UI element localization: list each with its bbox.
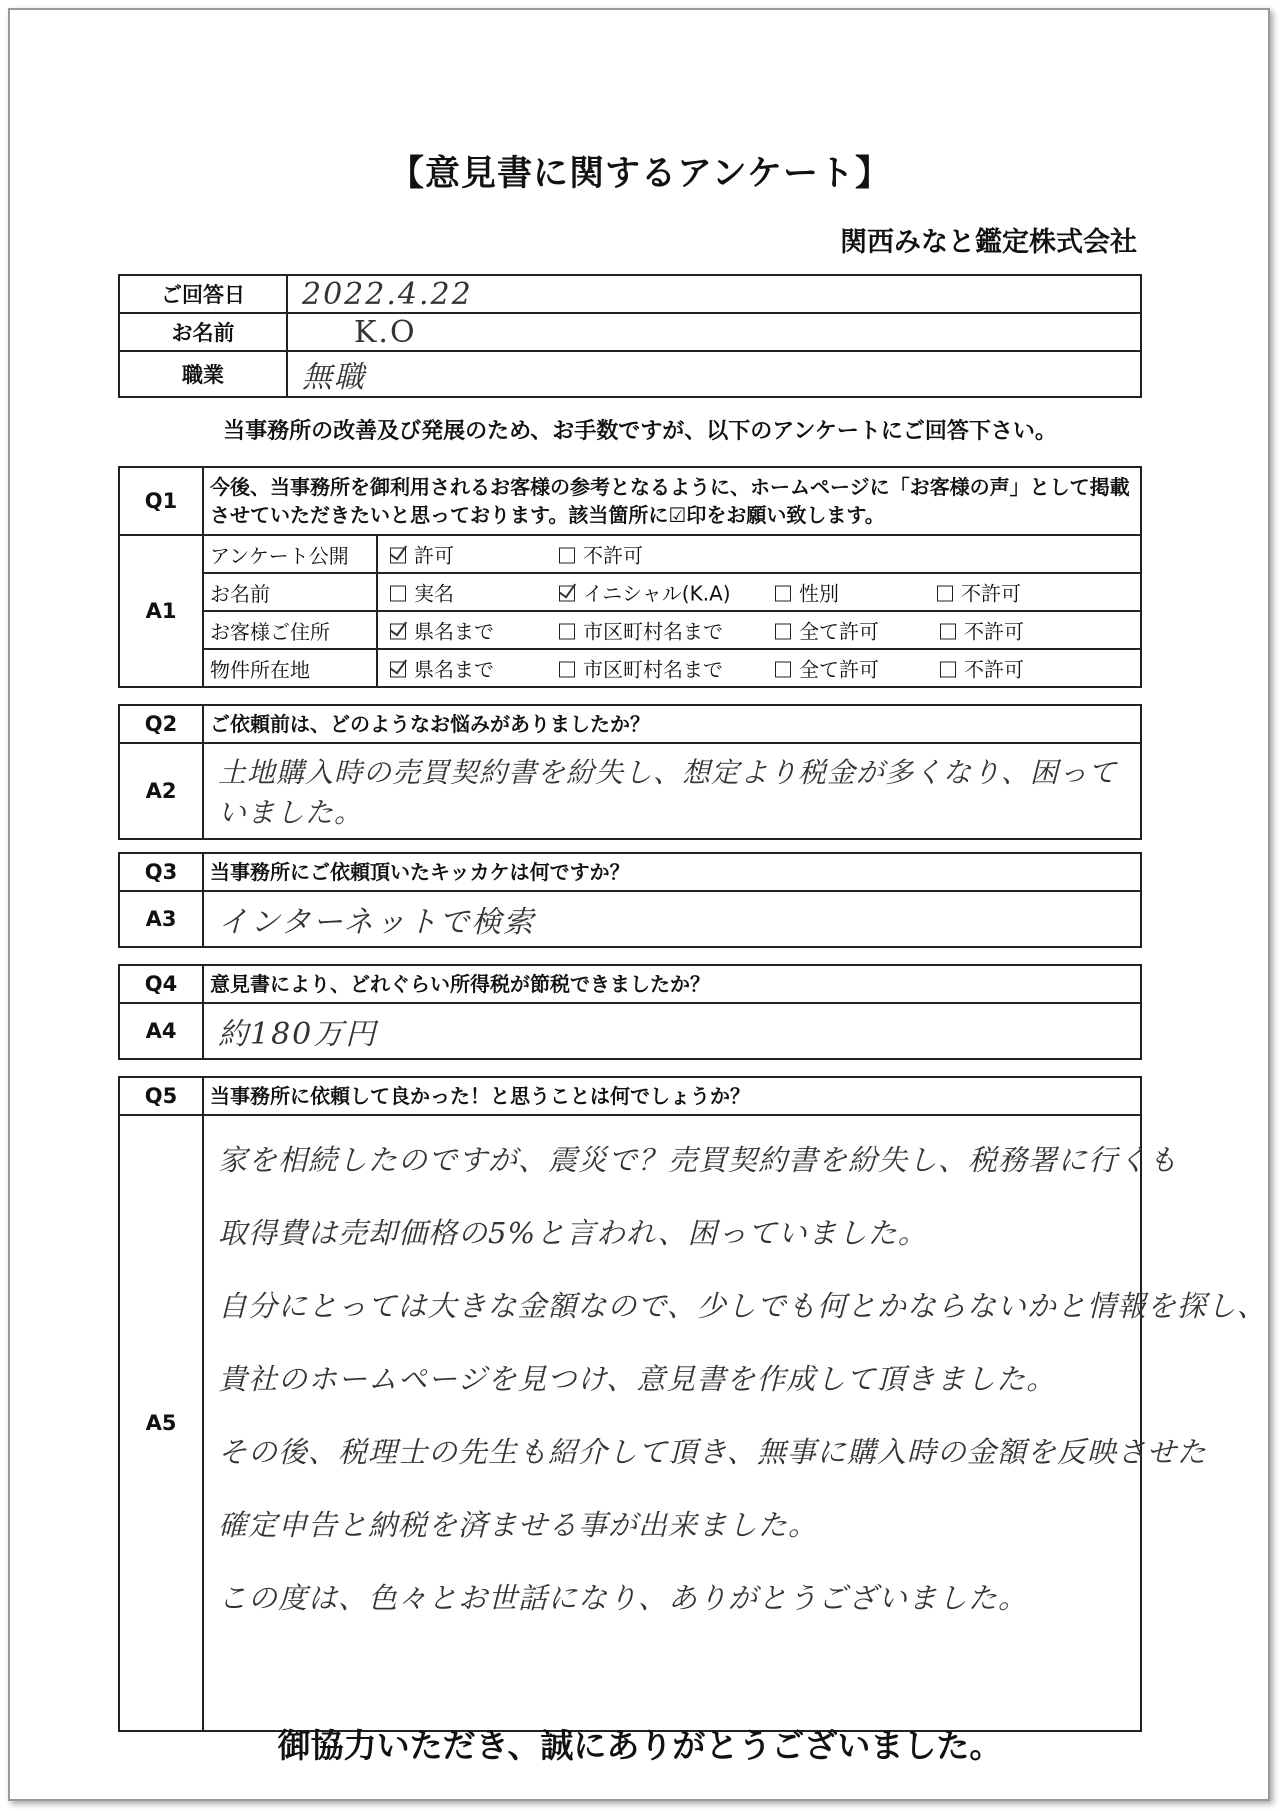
q1-text: 今後、当事務所を御利用されるお客様の参考となるように、ホームページに「お客様の声」として掲載させていただきたいと思っております。該当箇所に☑印をお願い致します。 [203,467,1141,535]
q5-table [118,1076,1267,1732]
checkbox-icon [559,548,575,564]
option-publish-deny[interactable]: 不許可 [559,540,643,569]
name-label: お名前 [119,313,287,351]
a1-label: A1 [119,535,203,687]
q4-label: Q4 [119,965,203,1003]
checked-box-icon [390,624,406,640]
a1-row-label-publish: アンケート公開 [203,535,377,573]
date-value: 2022.4.22 [287,275,1141,313]
q2-table [118,704,1142,840]
option-address-deny[interactable]: 不許可 [940,616,1024,645]
option-publish-allow[interactable]: 許可 [390,540,454,569]
checked-box-icon [390,662,406,678]
checkbox-icon [775,662,791,678]
a2-label: A2 [119,743,203,839]
a1-row-label-property: 物件所在地 [203,649,377,687]
a5-line: その後、税理士の先生も紹介して頂き、無事に購入時の金額を反映させた [218,1435,1207,1469]
date-label: ご回答日 [119,275,287,313]
a5-answer [203,1115,1267,1731]
q2-label: Q2 [119,705,203,743]
a4-answer: 約180万円 [203,1003,1141,1059]
q4-text: 意見書により、どれぐらい所得税が節税できましたか？ [203,965,1141,1003]
job-label: 職業 [119,351,287,397]
option-name-initial[interactable]: イニシャル(K.A) [559,578,731,607]
q5-text: 当事務所に依頼して良かった！と思うことは何でしょうか？ [203,1077,1141,1115]
company-name: 関西みなと鑑定株式会社 [840,227,1137,258]
checked-box-icon [559,586,575,602]
option-address-all[interactable]: 全て許可 [775,616,879,645]
option-property-all[interactable]: 全て許可 [775,654,879,683]
option-name-gender[interactable]: 性別 [775,578,839,607]
option-property-pref[interactable]: 県名まで [390,654,494,683]
q3-table [118,852,1142,948]
a5-label: A5 [119,1115,203,1731]
option-property-city[interactable]: 市区町村名まで [559,654,723,683]
q3-label: Q3 [119,853,203,891]
intro-text: 当事務所の改善及び発展のため、お手数ですが、以下のアンケートにご回答下さい。 [223,419,1057,444]
a5-line: 自分にとっては大きな金額なので、少しでも何とかならないかと情報を探し、 [218,1289,1267,1323]
q3-text: 当事務所にご依頼頂いたキッカケは何ですか？ [203,853,1141,891]
checkbox-icon [940,624,956,640]
checkbox-icon [390,586,406,602]
option-address-pref[interactable]: 県名まで [390,616,494,645]
checkbox-icon [559,624,575,640]
name-value: K.O [287,313,1141,351]
q1-label: Q1 [119,467,203,535]
q4-table [118,964,1142,1060]
a3-label: A3 [119,891,203,947]
a5-line: 取得費は売却価格の5%と言われ、困っていました。 [218,1216,928,1250]
a5-line: 貴社のホームページを見つけ、意見書を作成して頂きました。 [218,1362,1057,1396]
option-property-deny[interactable]: 不許可 [940,654,1024,683]
checked-box-icon [390,548,406,564]
job-value: 無職 [287,351,1141,397]
respondent-info-table [118,274,1142,398]
a1-row-label-address: お客様ご住所 [203,611,377,649]
checkbox-icon [775,586,791,602]
a1-row-label-name: お名前 [203,573,377,611]
page-title: 【意見書に関するアンケート】 [389,154,891,194]
option-name-deny[interactable]: 不許可 [937,578,1021,607]
q2-text: ご依頼前は、どのようなお悩みがありましたか？ [203,705,1141,743]
option-name-real[interactable]: 実名 [390,578,454,607]
q1-table [118,466,1142,688]
footer-thanks: 御協力いただき、誠にありがとうございました。 [277,1726,1003,1765]
checkbox-icon [775,624,791,640]
checkbox-icon [940,662,956,678]
a2-answer: 土地購入時の売買契約書を紛失し、想定より税金が多くなり、困っていました。 [203,743,1141,839]
checkbox-icon [937,586,953,602]
a5-line: この度は、色々とお世話になり、ありがとうございました。 [218,1581,1029,1615]
a3-answer: インターネットで検索 [203,891,1141,947]
a5-line: 家を相続したのですが、震災で？売買契約書を紛失し、税務署に行くも [218,1143,1179,1177]
option-address-city[interactable]: 市区町村名まで [559,616,723,645]
a4-label: A4 [119,1003,203,1059]
checkbox-icon [559,662,575,678]
a5-line: 確定申告と納税を済ませる事が出来ました。 [218,1508,819,1542]
q5-label: Q5 [119,1077,203,1115]
